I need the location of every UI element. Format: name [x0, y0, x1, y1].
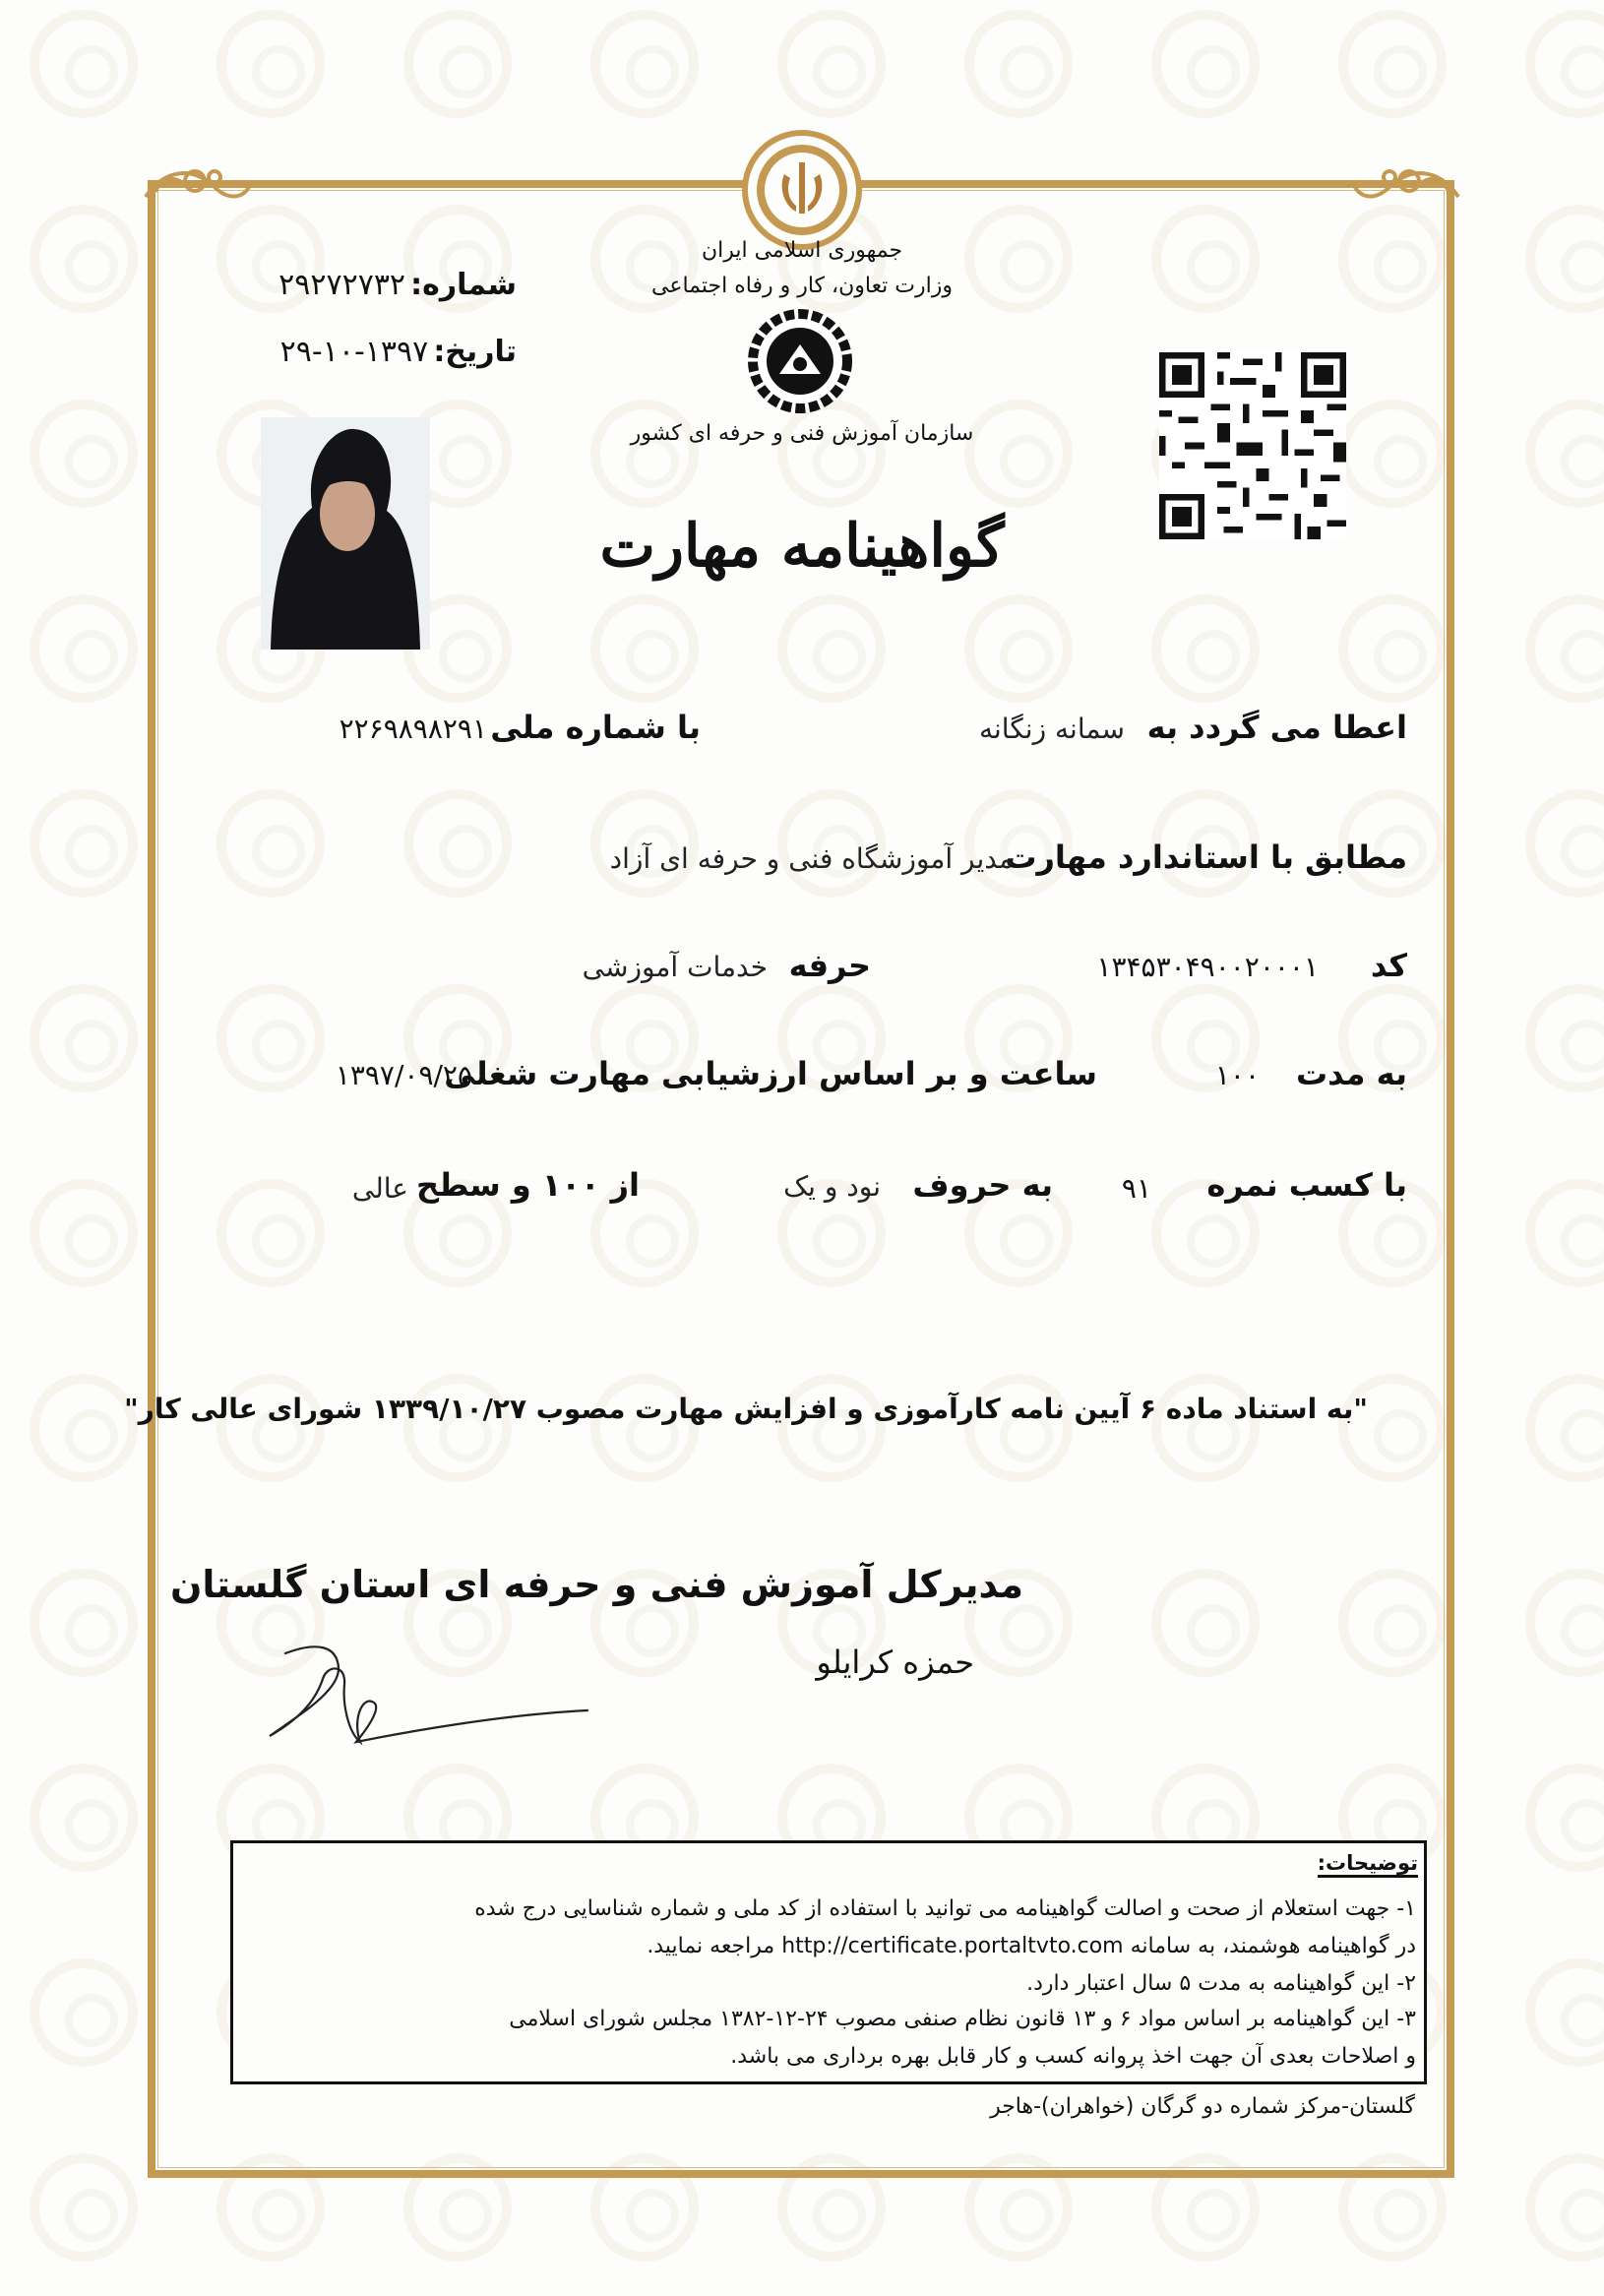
note-line: در گواهینامه هوشمند، به سامانه http://certificate.portaltvto.com مراجعه نمایید.: [647, 1934, 1416, 1958]
watermark-logo-icon: [30, 984, 138, 1092]
watermark-logo-icon: [964, 10, 1073, 118]
issuing-center: گلستان-مرکز شماره دو گرگان (خواهران)-هاجر: [990, 2094, 1415, 2119]
watermark-logo-icon: [216, 10, 325, 118]
watermark-logo-icon: [30, 2153, 138, 2262]
row-granted: [197, 709, 1407, 758]
tvto-logo-icon: [746, 307, 854, 415]
ministry-name: وزارت تعاون، کار و رفاه اجتماعی: [650, 274, 953, 298]
standard-label: مطابق با استاندارد مهارت: [1005, 838, 1407, 876]
watermark-logo-icon: [1525, 1958, 1604, 2067]
granted-label: اعطا می گردد به: [1146, 709, 1407, 746]
watermark-logo-icon: [30, 1958, 138, 2067]
signatory-name: حمزه کرایلو: [816, 1644, 974, 1681]
code-label: کد: [1370, 947, 1407, 984]
watermark-logo-icon: [1338, 10, 1447, 118]
watermark-logo-icon: [1525, 984, 1604, 1092]
watermark-logo-icon: [1525, 10, 1604, 118]
score-label: با کسب نمره: [1206, 1166, 1407, 1204]
code-value: ۱۳۴۵۳۰۴۹۰۰۲۰۰۰۱: [1096, 951, 1319, 983]
watermark-logo-icon: [1525, 400, 1604, 508]
score-value: ۹۱: [1121, 1172, 1151, 1205]
watermark-logo-icon: [1525, 1179, 1604, 1287]
hours-label: ساعت و بر اساس ارزشیابی مهارت شغلی: [444, 1055, 1097, 1092]
watermark-logo-icon: [30, 1764, 138, 1872]
trade-label: حرفه: [788, 947, 871, 984]
watermark-logo-icon: [1525, 594, 1604, 703]
organization-name: سازمان آموزش فنی و حرفه ای کشور: [630, 421, 974, 446]
watermark-logo-icon: [30, 1374, 138, 1482]
row-score: [197, 1166, 1407, 1215]
signature-image: [258, 1634, 597, 1762]
row-code: [197, 947, 1407, 996]
note-line: ۱- جهت استعلام از صحت و اصالت گواهینامه می توانید با استفاده از کد ملی و شماره شناسایی درج شده: [474, 1896, 1416, 1921]
watermark-logo-icon: [30, 789, 138, 898]
watermark-logo-icon: [777, 10, 886, 118]
level-label: از ۱۰۰ و سطح: [416, 1166, 640, 1204]
watermark-logo-icon: [30, 10, 138, 118]
duration-value: ۱۰۰: [1214, 1059, 1260, 1091]
applicant-photo: [261, 417, 430, 650]
floral-corner-icon: [1350, 157, 1468, 226]
qr-code-icon: [1159, 352, 1346, 539]
notes-heading: توضیحات:: [1317, 1851, 1418, 1875]
note-line: ۳- این گواهینامه بر اساس مواد ۶ و ۱۳ قانون نظام صنفی مصوب ۲۴-۱۲-۱۳۸۲ مجلس شورای اسلامی: [509, 2007, 1416, 2031]
note-line: ۲- این گواهینامه به مدت ۵ سال اعتبار دارد.: [1026, 1971, 1416, 1996]
watermark-logo-icon: [30, 594, 138, 703]
trade-value: خدمات آموزشی: [582, 951, 768, 983]
note-line: و اصلاحات بعدی آن جهت اخذ پروانه کسب و کار قابل بهره برداری می باشد.: [730, 2044, 1416, 2069]
certificate-title: گواهینامه مهارت: [599, 512, 1005, 581]
legal-statement: "به استناد ماده ۶ آیین نامه کارآموزی و افزایش مهارت مصوب ۱۳۳۹/۱۰/۲۷ شورای عالی کار": [124, 1393, 1368, 1425]
row-duration: [197, 1055, 1407, 1104]
watermark-logo-icon: [1525, 1764, 1604, 1872]
duration-label: به مدت: [1295, 1055, 1407, 1092]
watermark-logo-icon: [30, 400, 138, 508]
certificate-date: تاریخ: ۱۳۹۷-۱۰-۲۹: [279, 335, 517, 369]
national-id-value: ۲۲۶۹۸۹۸۲۹۱: [339, 713, 487, 745]
watermark-logo-icon: [1525, 1569, 1604, 1677]
floral-corner-icon: [136, 157, 254, 226]
watermark-logo-icon: [1525, 789, 1604, 898]
watermark-logo-icon: [1525, 2153, 1604, 2262]
standard-value: مدیر آموزشگاه فنی و حرفه ای آزاد: [609, 842, 1014, 875]
notes-box: [230, 1840, 1427, 2084]
watermark-logo-icon: [1525, 1374, 1604, 1482]
watermark-logo-icon: [30, 1179, 138, 1287]
words-value: نود و یک: [783, 1170, 881, 1203]
watermark-logo-icon: [1151, 10, 1260, 118]
watermark-logo-icon: [403, 10, 512, 118]
watermark-logo-icon: [30, 205, 138, 313]
words-label: به حروف: [912, 1166, 1053, 1204]
level-value: عالی: [351, 1172, 408, 1205]
watermark-logo-icon: [590, 10, 699, 118]
country-name: جمهوری اسلامی ایران: [701, 238, 903, 263]
iran-emblem-icon: [741, 129, 863, 251]
certificate-number: شماره: ۲۹۲۷۲۷۳۲: [278, 268, 517, 302]
watermark-logo-icon: [1525, 205, 1604, 313]
recipient-name: سمانه زنگانه: [979, 713, 1125, 745]
row-standard: [197, 838, 1407, 888]
watermark-logo-icon: [30, 1569, 138, 1677]
assessment-date: ۱۳۹۷/۰۹/۲۵: [335, 1059, 472, 1091]
signatory-title: مدیرکل آموزش فنی و حرفه ای استان گلستان: [169, 1563, 1023, 1606]
national-id-label: با شماره ملی: [490, 709, 701, 746]
